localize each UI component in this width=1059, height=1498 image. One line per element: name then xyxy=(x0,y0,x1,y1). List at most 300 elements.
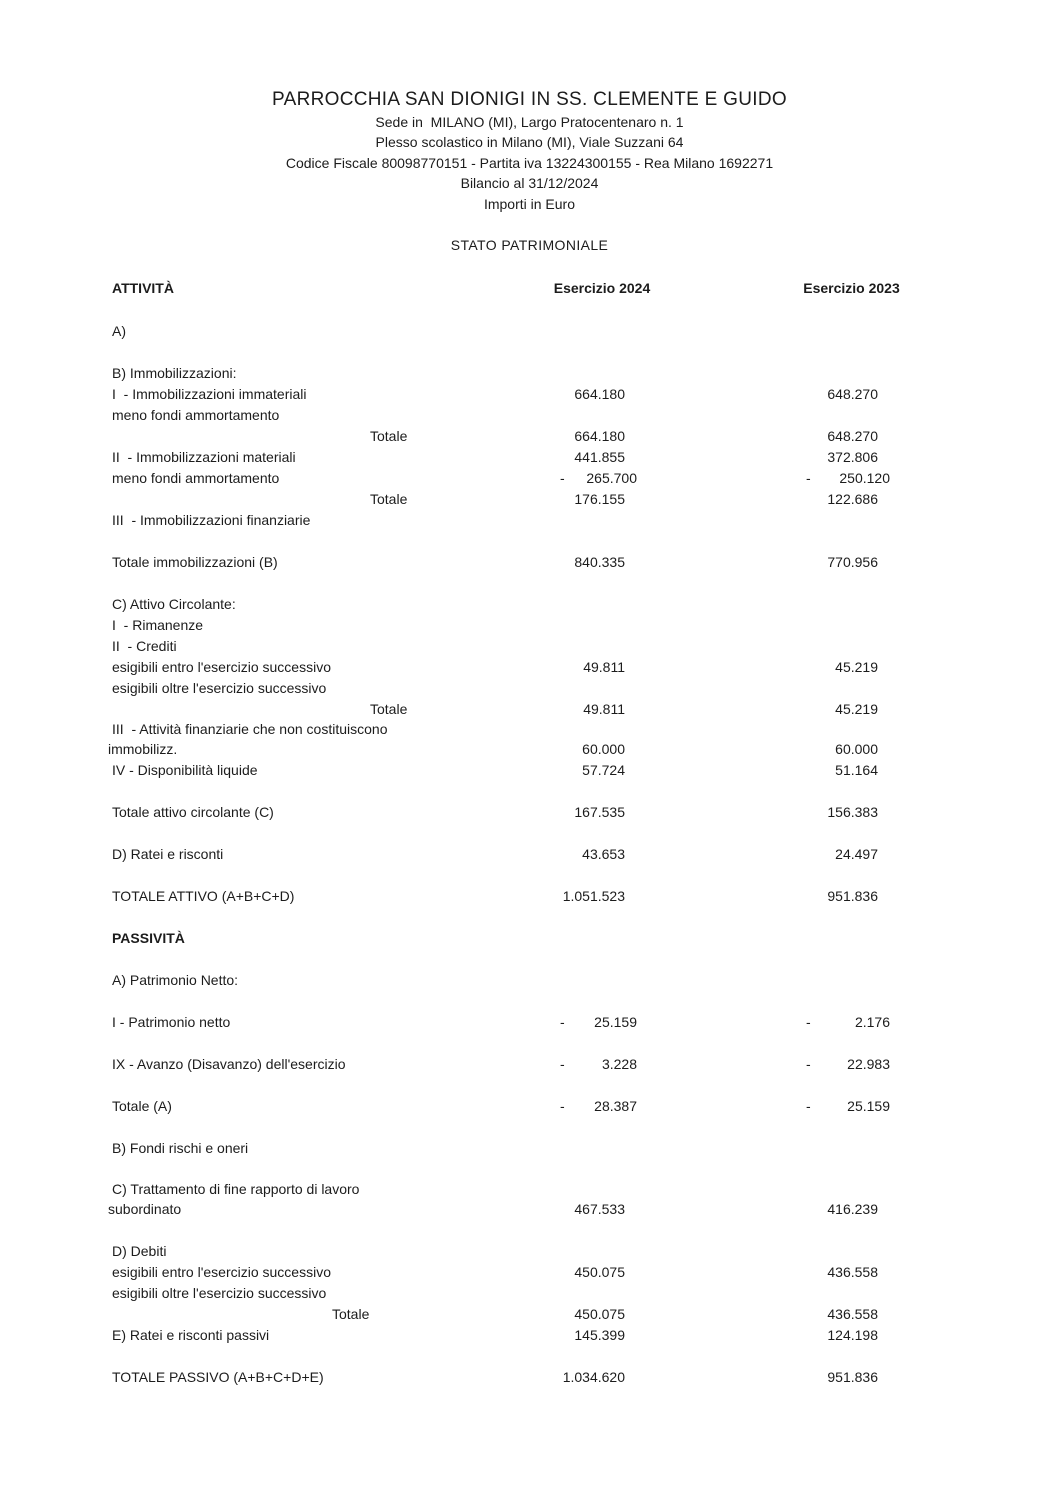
row-label-cell xyxy=(112,552,552,573)
column-gap xyxy=(652,1199,798,1220)
column-gap xyxy=(652,865,798,886)
column-gap xyxy=(652,636,798,657)
row-label: IV - Disponibilità liquide xyxy=(112,762,258,779)
row-label-cell xyxy=(112,531,552,552)
value-2023-cell xyxy=(798,468,905,489)
value-2023-cell xyxy=(798,1159,905,1180)
value-2023-cell xyxy=(798,1138,905,1159)
column-gap xyxy=(652,1033,798,1054)
value-2024-cell xyxy=(552,1262,652,1283)
value-2024-cell xyxy=(552,907,652,928)
value-2024-cell xyxy=(552,300,652,321)
table-header-row xyxy=(112,278,1059,300)
value-2024: 25.159 xyxy=(594,1014,637,1031)
row-label-cell xyxy=(112,342,552,363)
row-label: Totale immobilizzazioni (B) xyxy=(112,554,278,571)
value-2024-cell xyxy=(552,489,652,510)
row-label-cell xyxy=(112,1096,552,1117)
table-row xyxy=(112,844,1059,865)
value-2023-cell xyxy=(798,699,905,720)
value-2023-cell xyxy=(798,1096,905,1117)
column-gap xyxy=(652,739,798,760)
value-2023: 436.558 xyxy=(827,1264,878,1281)
value-2023: 122.686 xyxy=(827,491,878,508)
row-label: B) Fondi rischi e oneri xyxy=(112,1140,249,1157)
value-2024: 145.399 xyxy=(574,1327,625,1344)
value-2024-cell xyxy=(552,949,652,970)
row-label: esigibili oltre l'esercizio successivo xyxy=(112,1285,327,1302)
row-label-cell xyxy=(112,1283,552,1304)
value-2023-cell xyxy=(798,594,905,615)
balance-table xyxy=(0,278,1059,1388)
value-2024-cell xyxy=(552,573,652,594)
column-gap xyxy=(652,531,798,552)
row-label-cell xyxy=(112,1075,552,1096)
negative-sign: - xyxy=(560,1056,565,1073)
column-gap xyxy=(652,510,798,531)
table-row xyxy=(112,699,1059,720)
table-row xyxy=(108,739,1059,760)
value-2023-cell xyxy=(798,531,905,552)
table-row xyxy=(112,991,1059,1012)
row-label: Totale (A) xyxy=(112,1098,172,1115)
value-2024-cell xyxy=(552,1117,652,1138)
table-row xyxy=(112,657,1059,678)
document-subtitle-line: Codice Fiscale 80098770151 - Partita iva 13224300155 - Rea Milano 1692271 xyxy=(285,154,774,171)
column-gap xyxy=(652,1367,798,1388)
row-label: C) Attivo Circolante: xyxy=(112,596,236,613)
row-label: D) Debiti xyxy=(112,1243,167,1260)
row-label-cell xyxy=(112,928,552,949)
row-label: A) xyxy=(112,323,126,340)
column-gap xyxy=(652,342,798,363)
document-subtitle-line: Plesso scolastico in Milano (MI), Viale Suzzani 64 xyxy=(375,134,684,151)
table-row xyxy=(112,1096,1059,1117)
value-2023: 250.120 xyxy=(839,470,890,487)
value-2023-cell xyxy=(798,928,905,949)
section-title-stato-patrimoniale: STATO PATRIMONIALE xyxy=(450,237,609,254)
value-2024: 167.535 xyxy=(574,804,625,821)
table-row xyxy=(112,636,1059,657)
column-gap xyxy=(652,678,798,699)
column-gap xyxy=(652,928,798,949)
value-2023: 770.956 xyxy=(827,554,878,571)
value-2023-cell xyxy=(798,823,905,844)
column-gap xyxy=(652,1283,798,1304)
table-row xyxy=(112,720,1059,739)
table-row xyxy=(112,1325,1059,1346)
value-2023-cell xyxy=(798,321,905,342)
value-2023-cell xyxy=(798,1241,905,1262)
table-row xyxy=(112,823,1059,844)
value-2023: 648.270 xyxy=(827,428,878,445)
value-2023: 24.497 xyxy=(835,846,878,863)
row-label-cell xyxy=(112,1117,552,1138)
column-gap xyxy=(652,886,798,907)
value-2024-cell xyxy=(552,928,652,949)
value-2023-cell xyxy=(798,573,905,594)
table-row xyxy=(112,802,1059,823)
row-label-cell xyxy=(112,1159,552,1180)
value-2024: 3.228 xyxy=(601,1056,637,1073)
column-header-esercizio-2024-label: Esercizio 2024 xyxy=(553,280,651,297)
value-2023-cell xyxy=(798,447,905,468)
value-2023-cell xyxy=(798,489,905,510)
table-row xyxy=(112,678,1059,699)
value-2024-cell xyxy=(552,657,652,678)
column-gap xyxy=(652,844,798,865)
negative-sign: - xyxy=(806,470,811,487)
table-row xyxy=(112,1033,1059,1054)
value-2024-cell xyxy=(552,468,652,489)
value-2023-cell xyxy=(798,636,905,657)
table-row xyxy=(112,573,1059,594)
value-2023: 416.239 xyxy=(827,1201,878,1218)
value-2024: 43.653 xyxy=(582,846,625,863)
row-label-cell xyxy=(112,1346,552,1367)
value-2024-cell xyxy=(552,594,652,615)
table-row xyxy=(112,865,1059,886)
value-2024-cell xyxy=(552,384,652,405)
row-label-cell xyxy=(112,970,552,991)
value-2024: 49.811 xyxy=(583,659,625,676)
row-label: E) Ratei e risconti passivi xyxy=(112,1327,270,1344)
row-label-cell xyxy=(112,1325,552,1346)
row-label: meno fondi ammortamento xyxy=(112,407,280,424)
column-gap xyxy=(652,1096,798,1117)
row-label: Totale attivo circolante (C) xyxy=(112,804,274,821)
row-label-cell xyxy=(112,1304,552,1325)
table-row xyxy=(112,321,1059,342)
value-2024-cell xyxy=(552,531,652,552)
row-label-cell xyxy=(112,1012,552,1033)
value-2024-cell xyxy=(552,1054,652,1075)
column-gap xyxy=(652,991,798,1012)
column-gap xyxy=(652,1346,798,1367)
row-label-cell xyxy=(112,886,552,907)
value-2023-cell xyxy=(798,384,905,405)
value-2024-cell xyxy=(552,865,652,886)
value-2024-cell xyxy=(552,363,652,384)
row-label-cell xyxy=(112,300,552,321)
column-gap xyxy=(652,615,798,636)
row-label: Totale xyxy=(370,701,408,718)
value-2023: 25.159 xyxy=(847,1098,890,1115)
row-label: esigibili entro l'esercizio successivo xyxy=(112,659,331,676)
row-label-cell xyxy=(112,844,552,865)
row-label: C) Trattamento di fine rapporto di lavoro xyxy=(112,1181,360,1198)
table-row xyxy=(112,1346,1059,1367)
column-gap xyxy=(652,468,798,489)
value-2023-cell xyxy=(798,802,905,823)
column-gap xyxy=(652,489,798,510)
table-row xyxy=(112,949,1059,970)
document-subtitle-line: Sede in MILANO (MI), Largo Pratocentenaro n. 1 xyxy=(375,114,684,130)
value-2023-cell xyxy=(798,1054,905,1075)
value-2023: 60.000 xyxy=(835,741,878,758)
value-2024: 664.180 xyxy=(574,386,625,403)
table-row xyxy=(112,468,1059,489)
value-2023: 436.558 xyxy=(827,1306,878,1323)
value-2023: 156.383 xyxy=(827,804,878,821)
negative-sign: - xyxy=(560,470,565,487)
document-header xyxy=(0,0,1059,252)
value-2024-cell xyxy=(552,1159,652,1180)
value-2024-cell xyxy=(552,636,652,657)
table-row xyxy=(112,1159,1059,1180)
value-2024: 441.855 xyxy=(574,449,625,466)
row-label-cell xyxy=(108,739,552,760)
table-row xyxy=(112,1012,1059,1033)
value-2024-cell xyxy=(552,1096,652,1117)
value-2024-cell xyxy=(552,781,652,802)
document-subtitle-line: Importi in Euro xyxy=(483,195,576,212)
column-gap xyxy=(652,384,798,405)
value-2024-cell xyxy=(552,321,652,342)
value-2023: 372.806 xyxy=(827,449,878,466)
table-row xyxy=(112,760,1059,781)
value-2024-cell xyxy=(552,823,652,844)
value-2024-cell xyxy=(552,1304,652,1325)
value-2024-cell xyxy=(552,991,652,1012)
row-label: B) Immobilizzazioni: xyxy=(112,365,237,382)
value-2023-cell xyxy=(798,342,905,363)
column-gap xyxy=(652,278,798,300)
table-row xyxy=(112,1283,1059,1304)
value-2024-cell xyxy=(552,1012,652,1033)
table-row xyxy=(112,384,1059,405)
column-gap xyxy=(652,363,798,384)
value-2024: 450.075 xyxy=(574,1306,625,1323)
row-label-cell xyxy=(108,1199,552,1220)
value-2024-cell xyxy=(552,699,652,720)
value-2024-cell xyxy=(552,720,652,739)
column-gap xyxy=(652,699,798,720)
value-2023-cell xyxy=(798,991,905,1012)
table-row xyxy=(112,970,1059,991)
table-row xyxy=(112,1367,1059,1388)
column-gap xyxy=(652,1220,798,1241)
row-label-cell xyxy=(112,426,552,447)
value-2023-cell xyxy=(798,865,905,886)
value-2023-cell xyxy=(798,720,905,739)
column-gap xyxy=(652,1012,798,1033)
value-2023-cell xyxy=(798,1262,905,1283)
table-row xyxy=(112,1054,1059,1075)
column-gap xyxy=(652,300,798,321)
table-row xyxy=(112,1262,1059,1283)
row-label-cell xyxy=(112,321,552,342)
table-row xyxy=(112,928,1059,949)
row-label: immobilizz. xyxy=(108,741,178,758)
value-2024-cell xyxy=(552,1138,652,1159)
table-row xyxy=(112,1220,1059,1241)
column-gap xyxy=(652,720,798,739)
row-label-cell xyxy=(112,720,552,739)
row-label-cell xyxy=(112,615,552,636)
value-2024-cell xyxy=(552,1199,652,1220)
table-row xyxy=(112,594,1059,615)
table-row xyxy=(112,1304,1059,1325)
column-gap xyxy=(652,1325,798,1346)
column-gap xyxy=(652,1138,798,1159)
value-2023: 648.270 xyxy=(827,386,878,403)
table-row xyxy=(112,531,1059,552)
column-header-esercizio-2023-label: Esercizio 2023 xyxy=(803,280,900,297)
table-row xyxy=(112,426,1059,447)
row-label: II - Immobilizzazioni materiali xyxy=(112,449,296,466)
value-2024: 840.335 xyxy=(574,554,625,571)
table-row xyxy=(112,342,1059,363)
value-2024: 60.000 xyxy=(582,741,625,758)
column-gap xyxy=(652,1180,798,1199)
value-2024-cell xyxy=(552,1075,652,1096)
value-2024-cell xyxy=(552,886,652,907)
value-2024: 1.034.620 xyxy=(562,1369,625,1386)
value-2023-cell xyxy=(798,949,905,970)
value-2024-cell xyxy=(552,739,652,760)
value-2023-cell xyxy=(798,1220,905,1241)
column-gap xyxy=(652,426,798,447)
row-label: A) Patrimonio Netto: xyxy=(112,972,239,989)
table-row xyxy=(112,1180,1059,1199)
row-label-cell xyxy=(112,510,552,531)
value-2023-cell xyxy=(798,781,905,802)
value-2024-cell xyxy=(552,1180,652,1199)
value-2023-cell xyxy=(798,739,905,760)
value-2023-cell xyxy=(798,1283,905,1304)
table-row xyxy=(112,1117,1059,1138)
value-2023-cell xyxy=(798,678,905,699)
row-label-cell xyxy=(112,823,552,844)
column-gap xyxy=(652,1304,798,1325)
column-header-attivita: ATTIVITÀ xyxy=(112,280,174,297)
value-2024: 265.700 xyxy=(586,470,637,487)
column-gap xyxy=(652,760,798,781)
row-label-cell xyxy=(112,865,552,886)
row-label-cell xyxy=(112,699,552,720)
value-2023: 951.836 xyxy=(827,1369,878,1386)
row-label-cell xyxy=(112,678,552,699)
row-label-cell xyxy=(112,573,552,594)
value-2023-cell xyxy=(798,760,905,781)
value-2024-cell xyxy=(552,1220,652,1241)
table-row xyxy=(112,363,1059,384)
column-header-esercizio-2024 xyxy=(552,278,652,300)
table-row xyxy=(112,447,1059,468)
negative-sign: - xyxy=(560,1014,565,1031)
value-2023-cell xyxy=(798,907,905,928)
row-label-cell xyxy=(112,447,552,468)
row-label-cell xyxy=(112,1367,552,1388)
value-2024: 176.155 xyxy=(574,491,625,508)
value-2023: 124.198 xyxy=(827,1327,878,1344)
table-row xyxy=(112,300,1059,321)
column-gap xyxy=(652,405,798,426)
row-label-cell xyxy=(112,781,552,802)
column-gap xyxy=(652,552,798,573)
value-2023: 45.219 xyxy=(835,701,878,718)
row-label: esigibili entro l'esercizio successivo xyxy=(112,1264,331,1281)
value-2024-cell xyxy=(552,678,652,699)
row-label-cell xyxy=(112,468,552,489)
row-label-cell xyxy=(112,1180,552,1199)
row-label: IX - Avanzo (Disavanzo) dell'esercizio xyxy=(112,1056,346,1073)
value-2024-cell xyxy=(552,615,652,636)
value-2024-cell xyxy=(552,342,652,363)
value-2023-cell xyxy=(798,405,905,426)
value-2023-cell xyxy=(798,1346,905,1367)
row-label: PASSIVITÀ xyxy=(112,930,185,947)
column-gap xyxy=(652,447,798,468)
value-2023-cell xyxy=(798,1199,905,1220)
column-gap xyxy=(652,802,798,823)
value-2024-cell xyxy=(552,510,652,531)
value-2024-cell xyxy=(552,1346,652,1367)
column-gap xyxy=(652,321,798,342)
value-2024-cell xyxy=(552,1033,652,1054)
row-label: Totale xyxy=(370,428,408,445)
column-gap xyxy=(652,970,798,991)
value-2024: 450.075 xyxy=(574,1264,625,1281)
column-gap xyxy=(652,823,798,844)
value-2024-cell xyxy=(552,844,652,865)
value-2023-cell xyxy=(798,1075,905,1096)
value-2024-cell xyxy=(552,1325,652,1346)
value-2023-cell xyxy=(798,552,905,573)
value-2024-cell xyxy=(552,802,652,823)
row-label-cell xyxy=(112,636,552,657)
row-label-cell xyxy=(112,384,552,405)
row-label: Totale xyxy=(370,491,408,508)
column-gap xyxy=(652,907,798,928)
column-gap xyxy=(652,1241,798,1262)
value-2023-cell xyxy=(798,1033,905,1054)
negative-sign: - xyxy=(560,1098,565,1115)
row-label-cell xyxy=(112,405,552,426)
value-2023-cell xyxy=(798,363,905,384)
row-label-cell xyxy=(112,594,552,615)
row-label: I - Rimanenze xyxy=(112,617,204,634)
column-gap xyxy=(652,1117,798,1138)
value-2023-cell xyxy=(798,886,905,907)
value-2024-cell xyxy=(552,447,652,468)
row-label: subordinato xyxy=(108,1201,182,1218)
negative-sign: - xyxy=(806,1056,811,1073)
value-2024-cell xyxy=(552,970,652,991)
row-label: TOTALE ATTIVO (A+B+C+D) xyxy=(112,888,295,905)
table-row xyxy=(112,405,1059,426)
negative-sign: - xyxy=(806,1098,811,1115)
value-2023-cell xyxy=(798,1304,905,1325)
value-2024: 49.811 xyxy=(583,701,625,718)
row-label-cell xyxy=(112,657,552,678)
table-row xyxy=(108,1199,1059,1220)
value-2024: 1.051.523 xyxy=(562,888,625,905)
value-2024-cell xyxy=(552,405,652,426)
value-2023: 951.836 xyxy=(827,888,878,905)
value-2023: 51.164 xyxy=(835,762,878,779)
document-subtitles xyxy=(0,112,1059,214)
row-label-cell xyxy=(112,363,552,384)
value-2023-cell xyxy=(798,970,905,991)
value-2024-cell xyxy=(552,1367,652,1388)
value-2024-cell xyxy=(552,552,652,573)
value-2023: 22.983 xyxy=(847,1056,890,1073)
value-2023-cell xyxy=(798,615,905,636)
negative-sign: - xyxy=(806,1014,811,1031)
table-row xyxy=(112,1075,1059,1096)
